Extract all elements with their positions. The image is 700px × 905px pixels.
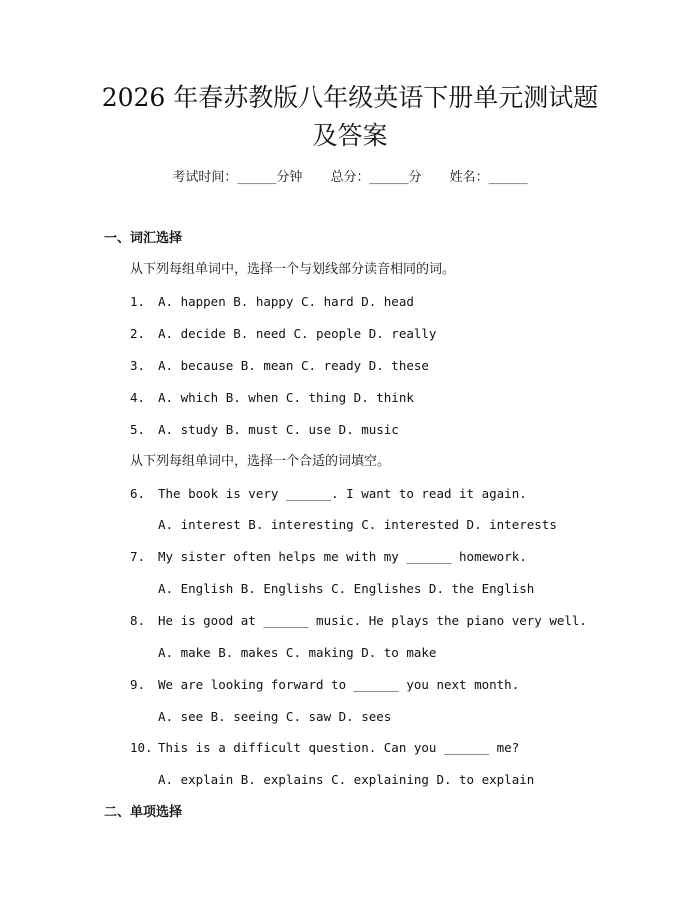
question-options: A. decide B. need C. people D. really <box>158 326 437 341</box>
question-number: 2. <box>130 326 146 341</box>
question-6-options: A. interest B. interesting C. interested D. interests <box>158 517 557 532</box>
page-title-line-2: 及答案 <box>312 121 388 150</box>
question-text: My sister often helps me with my ______ homework. <box>158 549 527 564</box>
question-options: A. because B. mean C. ready D. these <box>158 358 429 373</box>
section-heading-vocabulary: 一、词汇选择 <box>104 231 183 246</box>
question-7 <box>130 547 527 568</box>
question-text: The book is very ______. I want to read it again. <box>158 486 527 501</box>
question-text: We are looking forward to ______ you next month. <box>158 677 520 692</box>
page-title-line-1: 2026 年春苏教版八年级英语下册单元测试题 <box>101 83 599 112</box>
question-3 <box>130 356 429 377</box>
exam-meta <box>0 168 700 188</box>
question-1 <box>130 292 414 313</box>
question-number: 10. <box>130 740 153 755</box>
question-6 <box>130 484 527 505</box>
instruction-fill-blank: 从下列每组单词中，选择一个合适的词填空。 <box>130 454 391 469</box>
question-text: He is good at ______ music. He plays the piano very well. <box>158 613 587 628</box>
question-options: A. study B. must C. use D. music <box>158 422 399 437</box>
question-4 <box>130 388 414 409</box>
question-number: 8. <box>130 613 146 628</box>
total-score-field: 总分：______分 <box>330 170 422 185</box>
student-name-field: 姓名：______ <box>449 170 528 185</box>
question-number: 4. <box>130 390 146 405</box>
question-10 <box>130 738 519 759</box>
question-8 <box>130 611 587 632</box>
question-number: 3. <box>130 358 146 373</box>
question-9-options: A. see B. seeing C. saw D. sees <box>158 709 392 724</box>
question-options: A. happen B. happy C. hard D. head <box>158 294 414 309</box>
question-5 <box>130 420 399 441</box>
question-text: This is a difficult question. Can you ______ me? <box>158 740 520 755</box>
instruction-pronunciation: 从下列每组单词中，选择一个与划线部分读音相同的词。 <box>130 262 456 277</box>
question-2 <box>130 324 436 345</box>
question-options: A. which B. when C. thing D. think <box>158 390 414 405</box>
question-number: 6. <box>130 486 146 501</box>
question-number: 5. <box>130 422 146 437</box>
question-number: 7. <box>130 549 146 564</box>
section-heading-single-choice: 二、单项选择 <box>104 805 183 820</box>
question-9 <box>130 675 519 696</box>
exam-time-field: 考试时间：______分钟 <box>172 170 303 185</box>
question-number: 9. <box>130 677 146 692</box>
question-8-options: A. make B. makes C. making D. to make <box>158 645 437 660</box>
question-7-options: A. English B. Englishs C. Englishes D. the English <box>158 581 535 596</box>
question-10-options: A. explain B. explains C. explaining D. to explain <box>158 772 535 787</box>
question-number: 1. <box>130 294 146 309</box>
